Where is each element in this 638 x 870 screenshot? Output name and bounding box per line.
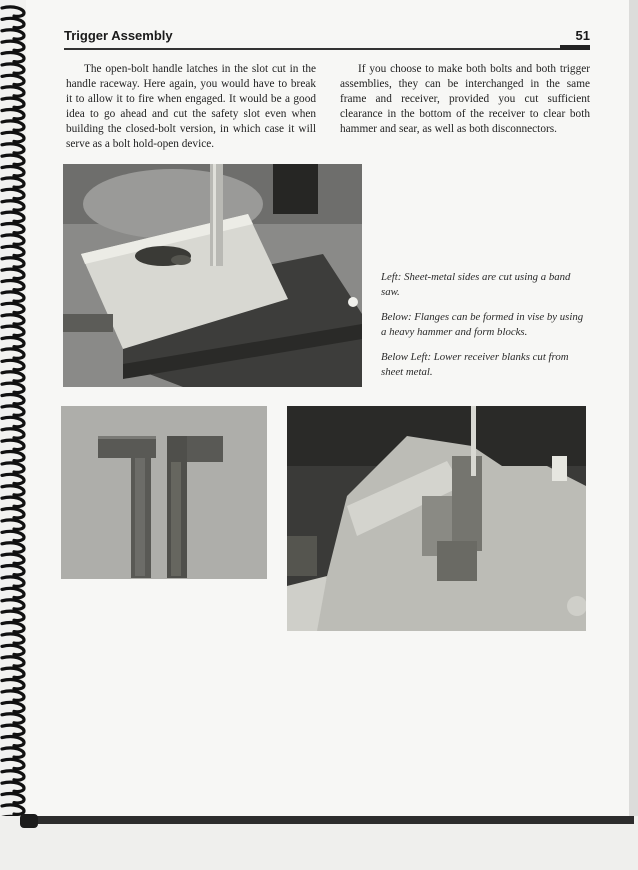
binding-coil	[2, 588, 24, 597]
binding-coil	[2, 292, 24, 301]
binding-coil	[2, 417, 24, 426]
binding-coil	[2, 167, 24, 176]
binding-coil	[2, 634, 24, 643]
binding-coil	[2, 121, 24, 130]
binding-coil	[2, 30, 24, 39]
paragraph-right: If you choose to make both bolts and both trigger assemblies, they can be interchanged in the same frame and receiver, provided you cut sufficient clearance in the bottom of the receiver to clear both hammer and sear, as well as both disconnectors.	[340, 63, 590, 135]
page-number: 51	[575, 28, 590, 43]
page-bottom-margin	[0, 816, 638, 870]
section-title: Trigger Assembly	[64, 28, 173, 43]
binding-coil	[2, 452, 24, 461]
binding-corner	[20, 814, 38, 828]
binding-coil	[2, 497, 24, 506]
binding-coil	[2, 235, 24, 244]
binding-coil	[2, 178, 24, 187]
binding-coil	[2, 189, 24, 198]
caption-text: Lower receiver blanks cut from sheet metal.	[381, 351, 569, 378]
binding-coil	[2, 611, 24, 620]
binding-coil	[2, 98, 24, 107]
binding-coil	[2, 372, 24, 381]
binding-coil	[2, 224, 24, 233]
binding-coil	[2, 566, 24, 575]
binding-coil	[2, 7, 24, 16]
caption-label: Below Left:	[381, 351, 432, 363]
binding-coil	[2, 520, 24, 529]
page-edge-shadow	[629, 0, 638, 822]
binding-coil	[2, 577, 24, 586]
cover-edge	[24, 816, 634, 824]
spiral-binding	[0, 0, 32, 830]
photo-caption	[381, 270, 591, 300]
binding-coil	[2, 680, 24, 689]
binding-coil	[2, 18, 24, 27]
caption-text: Sheet-metal sides are cut using a band saw.	[381, 271, 571, 298]
binding-coil	[2, 600, 24, 609]
binding-coil	[2, 269, 24, 278]
binding-coil	[2, 440, 24, 449]
binding-coil	[2, 383, 24, 392]
binding-coil	[2, 87, 24, 96]
binding-coil	[2, 805, 24, 814]
photo-captions	[381, 270, 591, 390]
photo-caption	[381, 310, 591, 340]
binding-coil	[2, 303, 24, 312]
binding-coil	[2, 623, 24, 632]
binding-coil	[2, 360, 24, 369]
binding-coil	[2, 315, 24, 324]
photo-caption	[381, 350, 591, 380]
running-head	[64, 28, 590, 48]
page-number-bar	[560, 45, 590, 50]
binding-coil	[2, 64, 24, 73]
binding-coil	[2, 782, 24, 791]
binding-coil	[2, 110, 24, 119]
binding-coil	[2, 474, 24, 483]
binding-coil	[2, 531, 24, 540]
binding-coil	[2, 53, 24, 62]
binding-coil	[2, 463, 24, 472]
binding-coil	[2, 748, 24, 757]
binding-coil	[2, 155, 24, 164]
binding-coil	[2, 429, 24, 438]
binding-coil	[2, 201, 24, 210]
binding-coil	[2, 326, 24, 335]
binding-coil	[2, 132, 24, 141]
caption-text: Flanges can be formed in vise by using a heavy hammer and form blocks.	[381, 311, 584, 338]
binding-coil	[2, 486, 24, 495]
binding-coil	[2, 702, 24, 711]
binding-coil	[2, 212, 24, 221]
binding-coil	[2, 41, 24, 50]
binding-coil	[2, 258, 24, 267]
header-rule	[64, 48, 590, 50]
binding-coil	[2, 509, 24, 518]
binding-coil	[2, 395, 24, 404]
caption-label: Below:	[381, 311, 412, 323]
binding-coil	[2, 144, 24, 153]
binding-coil	[2, 554, 24, 563]
binding-coil	[2, 406, 24, 415]
body-column-right	[340, 62, 590, 137]
binding-coil	[2, 794, 24, 803]
paragraph-left: The open-bolt handle latches in the slot cut in the handle raceway. Here again, you would have to break it to allow it to fire when engaged. It would be a good idea to go ahead and cut the safety slot even when building the closed-bolt version, in which case it will serve as a bolt hold-open device.	[66, 63, 316, 150]
binding-coil	[2, 338, 24, 347]
binding-coil	[2, 771, 24, 780]
binding-coil	[2, 281, 24, 290]
binding-coil	[2, 737, 24, 746]
photo-receiver-blanks	[61, 406, 267, 579]
binding-coil	[2, 657, 24, 666]
binding-coil	[2, 75, 24, 84]
body-column-left	[66, 62, 316, 152]
binding-coil	[2, 349, 24, 358]
photo-vise-forming	[287, 406, 586, 631]
photo-band-saw	[63, 164, 362, 387]
binding-coil	[2, 668, 24, 677]
binding-coil	[2, 759, 24, 768]
binding-coil	[2, 543, 24, 552]
binding-coil	[2, 725, 24, 734]
binding-coil	[2, 714, 24, 723]
caption-label: Left:	[381, 271, 402, 283]
binding-coil	[2, 691, 24, 700]
binding-coil	[2, 645, 24, 654]
binding-coil	[2, 246, 24, 255]
